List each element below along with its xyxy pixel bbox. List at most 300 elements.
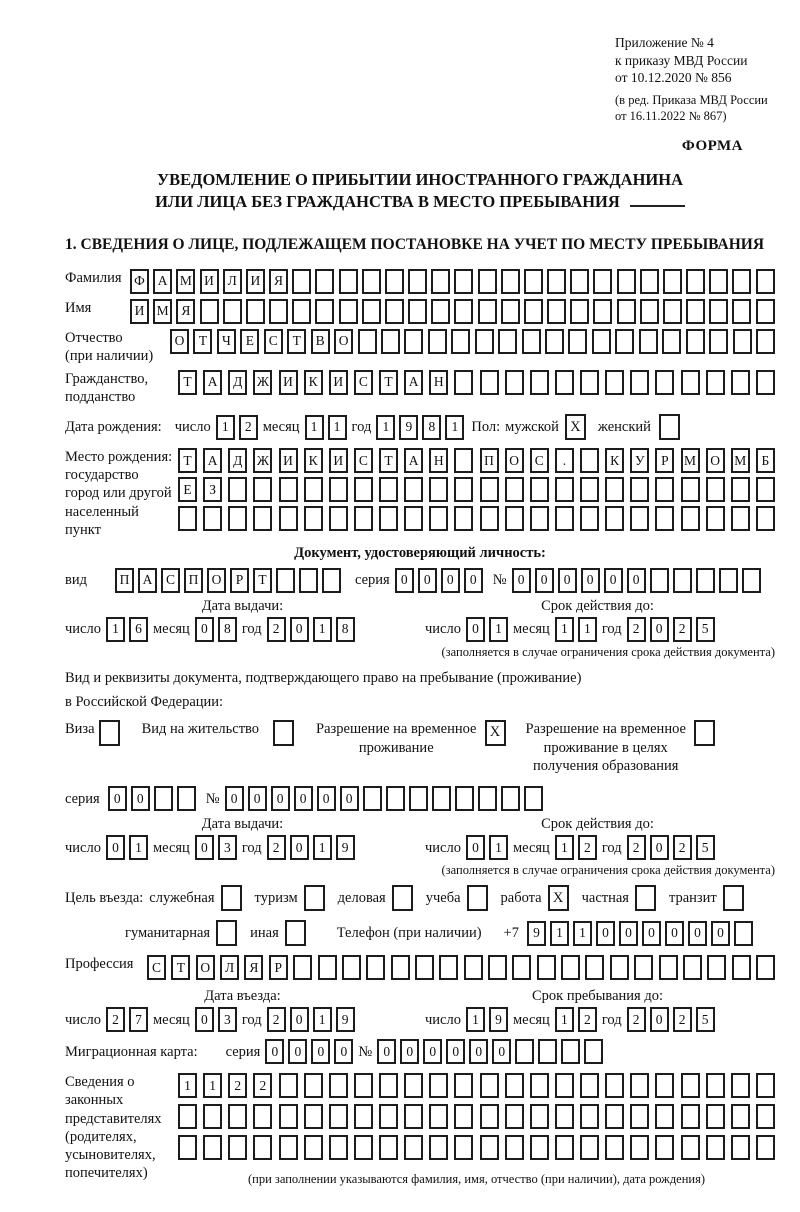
char-cell[interactable]	[742, 568, 761, 593]
char-cell[interactable]	[756, 1135, 775, 1160]
char-cell[interactable]	[154, 786, 173, 811]
char-cell[interactable]	[686, 269, 705, 294]
char-cell[interactable]	[329, 1104, 348, 1129]
char-cell[interactable]	[686, 329, 705, 354]
char-cell[interactable]	[386, 786, 405, 811]
char-cell[interactable]: 2	[673, 835, 692, 860]
char-cell[interactable]	[432, 786, 451, 811]
purpose-private-checkbox[interactable]	[635, 885, 656, 911]
char-cell[interactable]	[706, 1073, 725, 1098]
char-cell[interactable]	[555, 1135, 574, 1160]
char-cell[interactable]	[455, 786, 474, 811]
char-cell[interactable]	[339, 299, 358, 324]
char-cell[interactable]	[709, 329, 728, 354]
char-cell[interactable]: Р	[230, 568, 249, 593]
char-cell[interactable]: 2	[106, 1007, 125, 1032]
char-cell[interactable]	[580, 506, 599, 531]
char-cell[interactable]	[756, 269, 775, 294]
char-cell[interactable]	[580, 1073, 599, 1098]
char-cell[interactable]	[269, 299, 288, 324]
char-cell[interactable]: 5	[696, 1007, 715, 1032]
char-cell[interactable]: 1	[178, 1073, 197, 1098]
purpose-business-checkbox[interactable]	[221, 885, 242, 911]
char-cell[interactable]	[478, 786, 497, 811]
char-cell[interactable]: 9	[489, 1007, 508, 1032]
char-cell[interactable]	[429, 1135, 448, 1160]
char-cell[interactable]	[177, 786, 196, 811]
char-cell[interactable]: 0	[317, 786, 336, 811]
char-cell[interactable]	[363, 786, 382, 811]
char-cell[interactable]	[429, 477, 448, 502]
char-cell[interactable]: К	[605, 448, 624, 473]
char-cell[interactable]: 0	[225, 786, 244, 811]
char-cell[interactable]: 0	[395, 568, 414, 593]
char-cell[interactable]	[362, 269, 381, 294]
char-cell[interactable]: М	[681, 448, 700, 473]
char-cell[interactable]	[681, 477, 700, 502]
char-cell[interactable]	[498, 329, 517, 354]
char-cell[interactable]	[686, 299, 705, 324]
char-cell[interactable]: 2	[627, 1007, 646, 1032]
char-cell[interactable]: 3	[218, 1007, 237, 1032]
char-cell[interactable]: 9	[336, 1007, 355, 1032]
char-cell[interactable]	[707, 955, 726, 980]
char-cell[interactable]: 0	[466, 835, 485, 860]
char-cell[interactable]	[655, 1073, 674, 1098]
char-cell[interactable]	[505, 477, 524, 502]
char-cell[interactable]: 0	[642, 921, 661, 946]
char-cell[interactable]	[731, 477, 750, 502]
char-cell[interactable]: Т	[379, 448, 398, 473]
char-cell[interactable]	[246, 299, 265, 324]
char-cell[interactable]: 0	[195, 835, 214, 860]
char-cell[interactable]	[709, 269, 728, 294]
char-cell[interactable]	[203, 506, 222, 531]
char-cell[interactable]: Т	[253, 568, 272, 593]
char-cell[interactable]	[480, 1073, 499, 1098]
char-cell[interactable]	[683, 955, 702, 980]
char-cell[interactable]	[404, 1104, 423, 1129]
char-cell[interactable]	[454, 477, 473, 502]
char-cell[interactable]: М	[176, 269, 195, 294]
char-cell[interactable]: И	[279, 448, 298, 473]
char-cell[interactable]	[630, 1073, 649, 1098]
char-cell[interactable]	[719, 568, 738, 593]
char-cell[interactable]	[524, 269, 543, 294]
char-cell[interactable]	[505, 370, 524, 395]
char-cell[interactable]: 1	[489, 617, 508, 642]
char-cell[interactable]	[379, 477, 398, 502]
char-cell[interactable]	[605, 1073, 624, 1098]
char-cell[interactable]	[681, 1135, 700, 1160]
char-cell[interactable]	[522, 329, 541, 354]
char-cell[interactable]: 0	[558, 568, 577, 593]
char-cell[interactable]: 1	[466, 1007, 485, 1032]
char-cell[interactable]	[362, 299, 381, 324]
char-cell[interactable]	[617, 269, 636, 294]
gender-female-checkbox[interactable]	[659, 414, 680, 440]
char-cell[interactable]	[292, 269, 311, 294]
char-cell[interactable]	[178, 1104, 197, 1129]
char-cell[interactable]	[292, 299, 311, 324]
char-cell[interactable]	[630, 477, 649, 502]
char-cell[interactable]: Ч	[217, 329, 236, 354]
char-cell[interactable]	[706, 477, 725, 502]
char-cell[interactable]: 0	[106, 835, 125, 860]
char-cell[interactable]	[580, 1104, 599, 1129]
char-cell[interactable]: 0	[311, 1039, 330, 1064]
char-cell[interactable]: С	[264, 329, 283, 354]
char-cell[interactable]	[404, 506, 423, 531]
char-cell[interactable]	[178, 506, 197, 531]
char-cell[interactable]	[555, 477, 574, 502]
char-cell[interactable]: Т	[178, 370, 197, 395]
char-cell[interactable]	[318, 955, 337, 980]
char-cell[interactable]	[304, 1073, 323, 1098]
char-cell[interactable]	[228, 1104, 247, 1129]
char-cell[interactable]: 0	[512, 568, 531, 593]
char-cell[interactable]	[429, 1073, 448, 1098]
char-cell[interactable]: 0	[288, 1039, 307, 1064]
char-cell[interactable]	[329, 506, 348, 531]
char-cell[interactable]: П	[184, 568, 203, 593]
purpose-humanitarian-checkbox[interactable]	[216, 920, 237, 946]
char-cell[interactable]: Т	[379, 370, 398, 395]
char-cell[interactable]: 0	[195, 1007, 214, 1032]
char-cell[interactable]	[530, 1104, 549, 1129]
char-cell[interactable]	[732, 299, 751, 324]
char-cell[interactable]	[279, 1073, 298, 1098]
char-cell[interactable]	[756, 299, 775, 324]
char-cell[interactable]	[475, 329, 494, 354]
char-cell[interactable]	[322, 568, 341, 593]
char-cell[interactable]	[681, 1073, 700, 1098]
char-cell[interactable]: М	[153, 299, 172, 324]
char-cell[interactable]: 3	[218, 835, 237, 860]
purpose-tourism-checkbox[interactable]	[304, 885, 325, 911]
char-cell[interactable]	[279, 1104, 298, 1129]
char-cell[interactable]: 0	[627, 568, 646, 593]
char-cell[interactable]	[605, 1135, 624, 1160]
char-cell[interactable]	[592, 329, 611, 354]
char-cell[interactable]: 0	[441, 568, 460, 593]
char-cell[interactable]	[659, 955, 678, 980]
char-cell[interactable]	[431, 299, 450, 324]
char-cell[interactable]: 0	[650, 1007, 669, 1032]
char-cell[interactable]: 0	[446, 1039, 465, 1064]
char-cell[interactable]	[655, 506, 674, 531]
char-cell[interactable]: 8	[218, 617, 237, 642]
char-cell[interactable]	[530, 1073, 549, 1098]
char-cell[interactable]	[391, 955, 410, 980]
char-cell[interactable]: 0	[248, 786, 267, 811]
char-cell[interactable]	[178, 1135, 197, 1160]
char-cell[interactable]	[454, 269, 473, 294]
char-cell[interactable]	[731, 370, 750, 395]
gender-male-checkbox[interactable]: X	[565, 414, 586, 440]
char-cell[interactable]: Е	[178, 477, 197, 502]
char-cell[interactable]: 2	[267, 617, 286, 642]
char-cell[interactable]	[537, 955, 556, 980]
char-cell[interactable]: 0	[334, 1039, 353, 1064]
char-cell[interactable]	[293, 955, 312, 980]
char-cell[interactable]	[681, 370, 700, 395]
char-cell[interactable]: 0	[535, 568, 554, 593]
char-cell[interactable]: 1	[445, 415, 464, 440]
char-cell[interactable]: 1	[313, 835, 332, 860]
char-cell[interactable]: С	[147, 955, 166, 980]
char-cell[interactable]	[488, 955, 507, 980]
char-cell[interactable]	[709, 299, 728, 324]
char-cell[interactable]: 0	[271, 786, 290, 811]
char-cell[interactable]	[555, 370, 574, 395]
purpose-transit-checkbox[interactable]	[723, 885, 744, 911]
char-cell[interactable]: С	[354, 448, 373, 473]
char-cell[interactable]	[304, 506, 323, 531]
char-cell[interactable]	[673, 568, 692, 593]
char-cell[interactable]	[429, 1104, 448, 1129]
char-cell[interactable]	[276, 568, 295, 593]
char-cell[interactable]	[342, 955, 361, 980]
char-cell[interactable]	[732, 955, 751, 980]
char-cell[interactable]	[228, 1135, 247, 1160]
char-cell[interactable]: С	[354, 370, 373, 395]
char-cell[interactable]: 0	[108, 786, 127, 811]
char-cell[interactable]: Б	[756, 448, 775, 473]
char-cell[interactable]: Н	[429, 448, 448, 473]
char-cell[interactable]	[593, 269, 612, 294]
char-cell[interactable]: 9	[527, 921, 546, 946]
char-cell[interactable]	[655, 477, 674, 502]
char-cell[interactable]: Д	[228, 448, 247, 473]
char-cell[interactable]: 2	[673, 617, 692, 642]
char-cell[interactable]: П	[115, 568, 134, 593]
char-cell[interactable]: М	[731, 448, 750, 473]
char-cell[interactable]	[203, 1135, 222, 1160]
char-cell[interactable]: 0	[294, 786, 313, 811]
char-cell[interactable]	[524, 299, 543, 324]
char-cell[interactable]	[605, 1104, 624, 1129]
char-cell[interactable]	[381, 329, 400, 354]
char-cell[interactable]: 0	[650, 617, 669, 642]
char-cell[interactable]	[555, 506, 574, 531]
char-cell[interactable]	[732, 269, 751, 294]
char-cell[interactable]	[639, 329, 658, 354]
char-cell[interactable]: 0	[418, 568, 437, 593]
char-cell[interactable]	[681, 506, 700, 531]
char-cell[interactable]	[756, 1104, 775, 1129]
char-cell[interactable]	[505, 1104, 524, 1129]
char-cell[interactable]	[706, 370, 725, 395]
char-cell[interactable]: 0	[469, 1039, 488, 1064]
char-cell[interactable]	[524, 786, 543, 811]
char-cell[interactable]	[696, 568, 715, 593]
char-cell[interactable]: Я	[269, 269, 288, 294]
char-cell[interactable]	[228, 506, 247, 531]
char-cell[interactable]	[706, 1104, 725, 1129]
char-cell[interactable]	[429, 506, 448, 531]
char-cell[interactable]: 0	[596, 921, 615, 946]
char-cell[interactable]	[354, 506, 373, 531]
char-cell[interactable]: 2	[627, 835, 646, 860]
char-cell[interactable]	[655, 370, 674, 395]
char-cell[interactable]: 2	[267, 1007, 286, 1032]
char-cell[interactable]: 2	[239, 415, 258, 440]
char-cell[interactable]	[538, 1039, 557, 1064]
char-cell[interactable]	[605, 506, 624, 531]
char-cell[interactable]: И	[200, 269, 219, 294]
char-cell[interactable]	[354, 1135, 373, 1160]
char-cell[interactable]	[530, 477, 549, 502]
char-cell[interactable]: О	[706, 448, 725, 473]
char-cell[interactable]: 1	[313, 617, 332, 642]
char-cell[interactable]	[304, 1104, 323, 1129]
char-cell[interactable]: 1	[555, 1007, 574, 1032]
char-cell[interactable]	[662, 329, 681, 354]
char-cell[interactable]	[404, 329, 423, 354]
char-cell[interactable]	[731, 1073, 750, 1098]
char-cell[interactable]: 0	[290, 617, 309, 642]
char-cell[interactable]	[480, 1135, 499, 1160]
char-cell[interactable]: А	[404, 448, 423, 473]
char-cell[interactable]: 2	[267, 835, 286, 860]
char-cell[interactable]	[339, 269, 358, 294]
char-cell[interactable]: Ж	[253, 448, 272, 473]
char-cell[interactable]: 7	[129, 1007, 148, 1032]
char-cell[interactable]	[655, 1104, 674, 1129]
char-cell[interactable]: И	[130, 299, 149, 324]
char-cell[interactable]	[279, 506, 298, 531]
char-cell[interactable]	[415, 955, 434, 980]
visa-checkbox[interactable]	[99, 720, 120, 746]
char-cell[interactable]: 0	[400, 1039, 419, 1064]
char-cell[interactable]	[354, 1073, 373, 1098]
char-cell[interactable]: 1	[376, 415, 395, 440]
char-cell[interactable]: 1	[555, 835, 574, 860]
char-cell[interactable]	[480, 370, 499, 395]
char-cell[interactable]: 1	[550, 921, 569, 946]
char-cell[interactable]: К	[304, 448, 323, 473]
char-cell[interactable]	[580, 448, 599, 473]
char-cell[interactable]	[561, 1039, 580, 1064]
char-cell[interactable]: А	[203, 448, 222, 473]
char-cell[interactable]	[634, 955, 653, 980]
char-cell[interactable]	[454, 1135, 473, 1160]
char-cell[interactable]	[547, 299, 566, 324]
char-cell[interactable]: 1	[573, 921, 592, 946]
char-cell[interactable]: 9	[399, 415, 418, 440]
char-cell[interactable]	[756, 370, 775, 395]
char-cell[interactable]	[454, 370, 473, 395]
char-cell[interactable]: 1	[216, 415, 235, 440]
char-cell[interactable]	[731, 1135, 750, 1160]
char-cell[interactable]	[200, 299, 219, 324]
char-cell[interactable]	[329, 1073, 348, 1098]
char-cell[interactable]: Ж	[253, 370, 272, 395]
char-cell[interactable]: 0	[464, 568, 483, 593]
char-cell[interactable]	[617, 299, 636, 324]
char-cell[interactable]	[431, 269, 450, 294]
char-cell[interactable]: 0	[619, 921, 638, 946]
char-cell[interactable]	[580, 1135, 599, 1160]
char-cell[interactable]: 0	[265, 1039, 284, 1064]
char-cell[interactable]	[454, 299, 473, 324]
char-cell[interactable]	[585, 955, 604, 980]
char-cell[interactable]	[505, 1135, 524, 1160]
char-cell[interactable]: 2	[228, 1073, 247, 1098]
char-cell[interactable]	[454, 448, 473, 473]
char-cell[interactable]: 0	[650, 835, 669, 860]
char-cell[interactable]	[379, 506, 398, 531]
char-cell[interactable]: 2	[253, 1073, 272, 1098]
char-cell[interactable]	[593, 299, 612, 324]
char-cell[interactable]	[404, 477, 423, 502]
char-cell[interactable]	[354, 477, 373, 502]
char-cell[interactable]	[428, 329, 447, 354]
char-cell[interactable]	[568, 329, 587, 354]
char-cell[interactable]	[584, 1039, 603, 1064]
char-cell[interactable]: 1	[328, 415, 347, 440]
char-cell[interactable]: С	[530, 448, 549, 473]
char-cell[interactable]	[379, 1104, 398, 1129]
char-cell[interactable]	[512, 955, 531, 980]
char-cell[interactable]: Л	[220, 955, 239, 980]
char-cell[interactable]	[454, 1104, 473, 1129]
char-cell[interactable]	[580, 477, 599, 502]
char-cell[interactable]: 0	[290, 1007, 309, 1032]
char-cell[interactable]	[734, 921, 753, 946]
char-cell[interactable]	[253, 1135, 272, 1160]
char-cell[interactable]	[304, 1135, 323, 1160]
char-cell[interactable]	[253, 477, 272, 502]
char-cell[interactable]: Т	[171, 955, 190, 980]
char-cell[interactable]: О	[170, 329, 189, 354]
char-cell[interactable]	[315, 299, 334, 324]
char-cell[interactable]: Д	[228, 370, 247, 395]
char-cell[interactable]: Т	[178, 448, 197, 473]
char-cell[interactable]: Я	[176, 299, 195, 324]
char-cell[interactable]	[253, 1104, 272, 1129]
char-cell[interactable]: 1	[555, 617, 574, 642]
char-cell[interactable]	[545, 329, 564, 354]
char-cell[interactable]	[299, 568, 318, 593]
char-cell[interactable]: 6	[129, 617, 148, 642]
char-cell[interactable]	[404, 1073, 423, 1098]
char-cell[interactable]: И	[246, 269, 265, 294]
char-cell[interactable]	[409, 786, 428, 811]
char-cell[interactable]	[756, 506, 775, 531]
char-cell[interactable]: 1	[578, 617, 597, 642]
char-cell[interactable]	[547, 269, 566, 294]
char-cell[interactable]	[203, 1104, 222, 1129]
char-cell[interactable]	[663, 269, 682, 294]
char-cell[interactable]: 0	[195, 617, 214, 642]
char-cell[interactable]	[408, 299, 427, 324]
char-cell[interactable]: .	[555, 448, 574, 473]
char-cell[interactable]	[555, 1104, 574, 1129]
char-cell[interactable]	[366, 955, 385, 980]
char-cell[interactable]: 0	[377, 1039, 396, 1064]
char-cell[interactable]	[570, 269, 589, 294]
char-cell[interactable]	[505, 1073, 524, 1098]
char-cell[interactable]: 2	[578, 1007, 597, 1032]
char-cell[interactable]	[756, 329, 775, 354]
char-cell[interactable]	[329, 477, 348, 502]
char-cell[interactable]	[315, 269, 334, 294]
char-cell[interactable]	[505, 506, 524, 531]
char-cell[interactable]	[610, 955, 629, 980]
char-cell[interactable]: Н	[429, 370, 448, 395]
